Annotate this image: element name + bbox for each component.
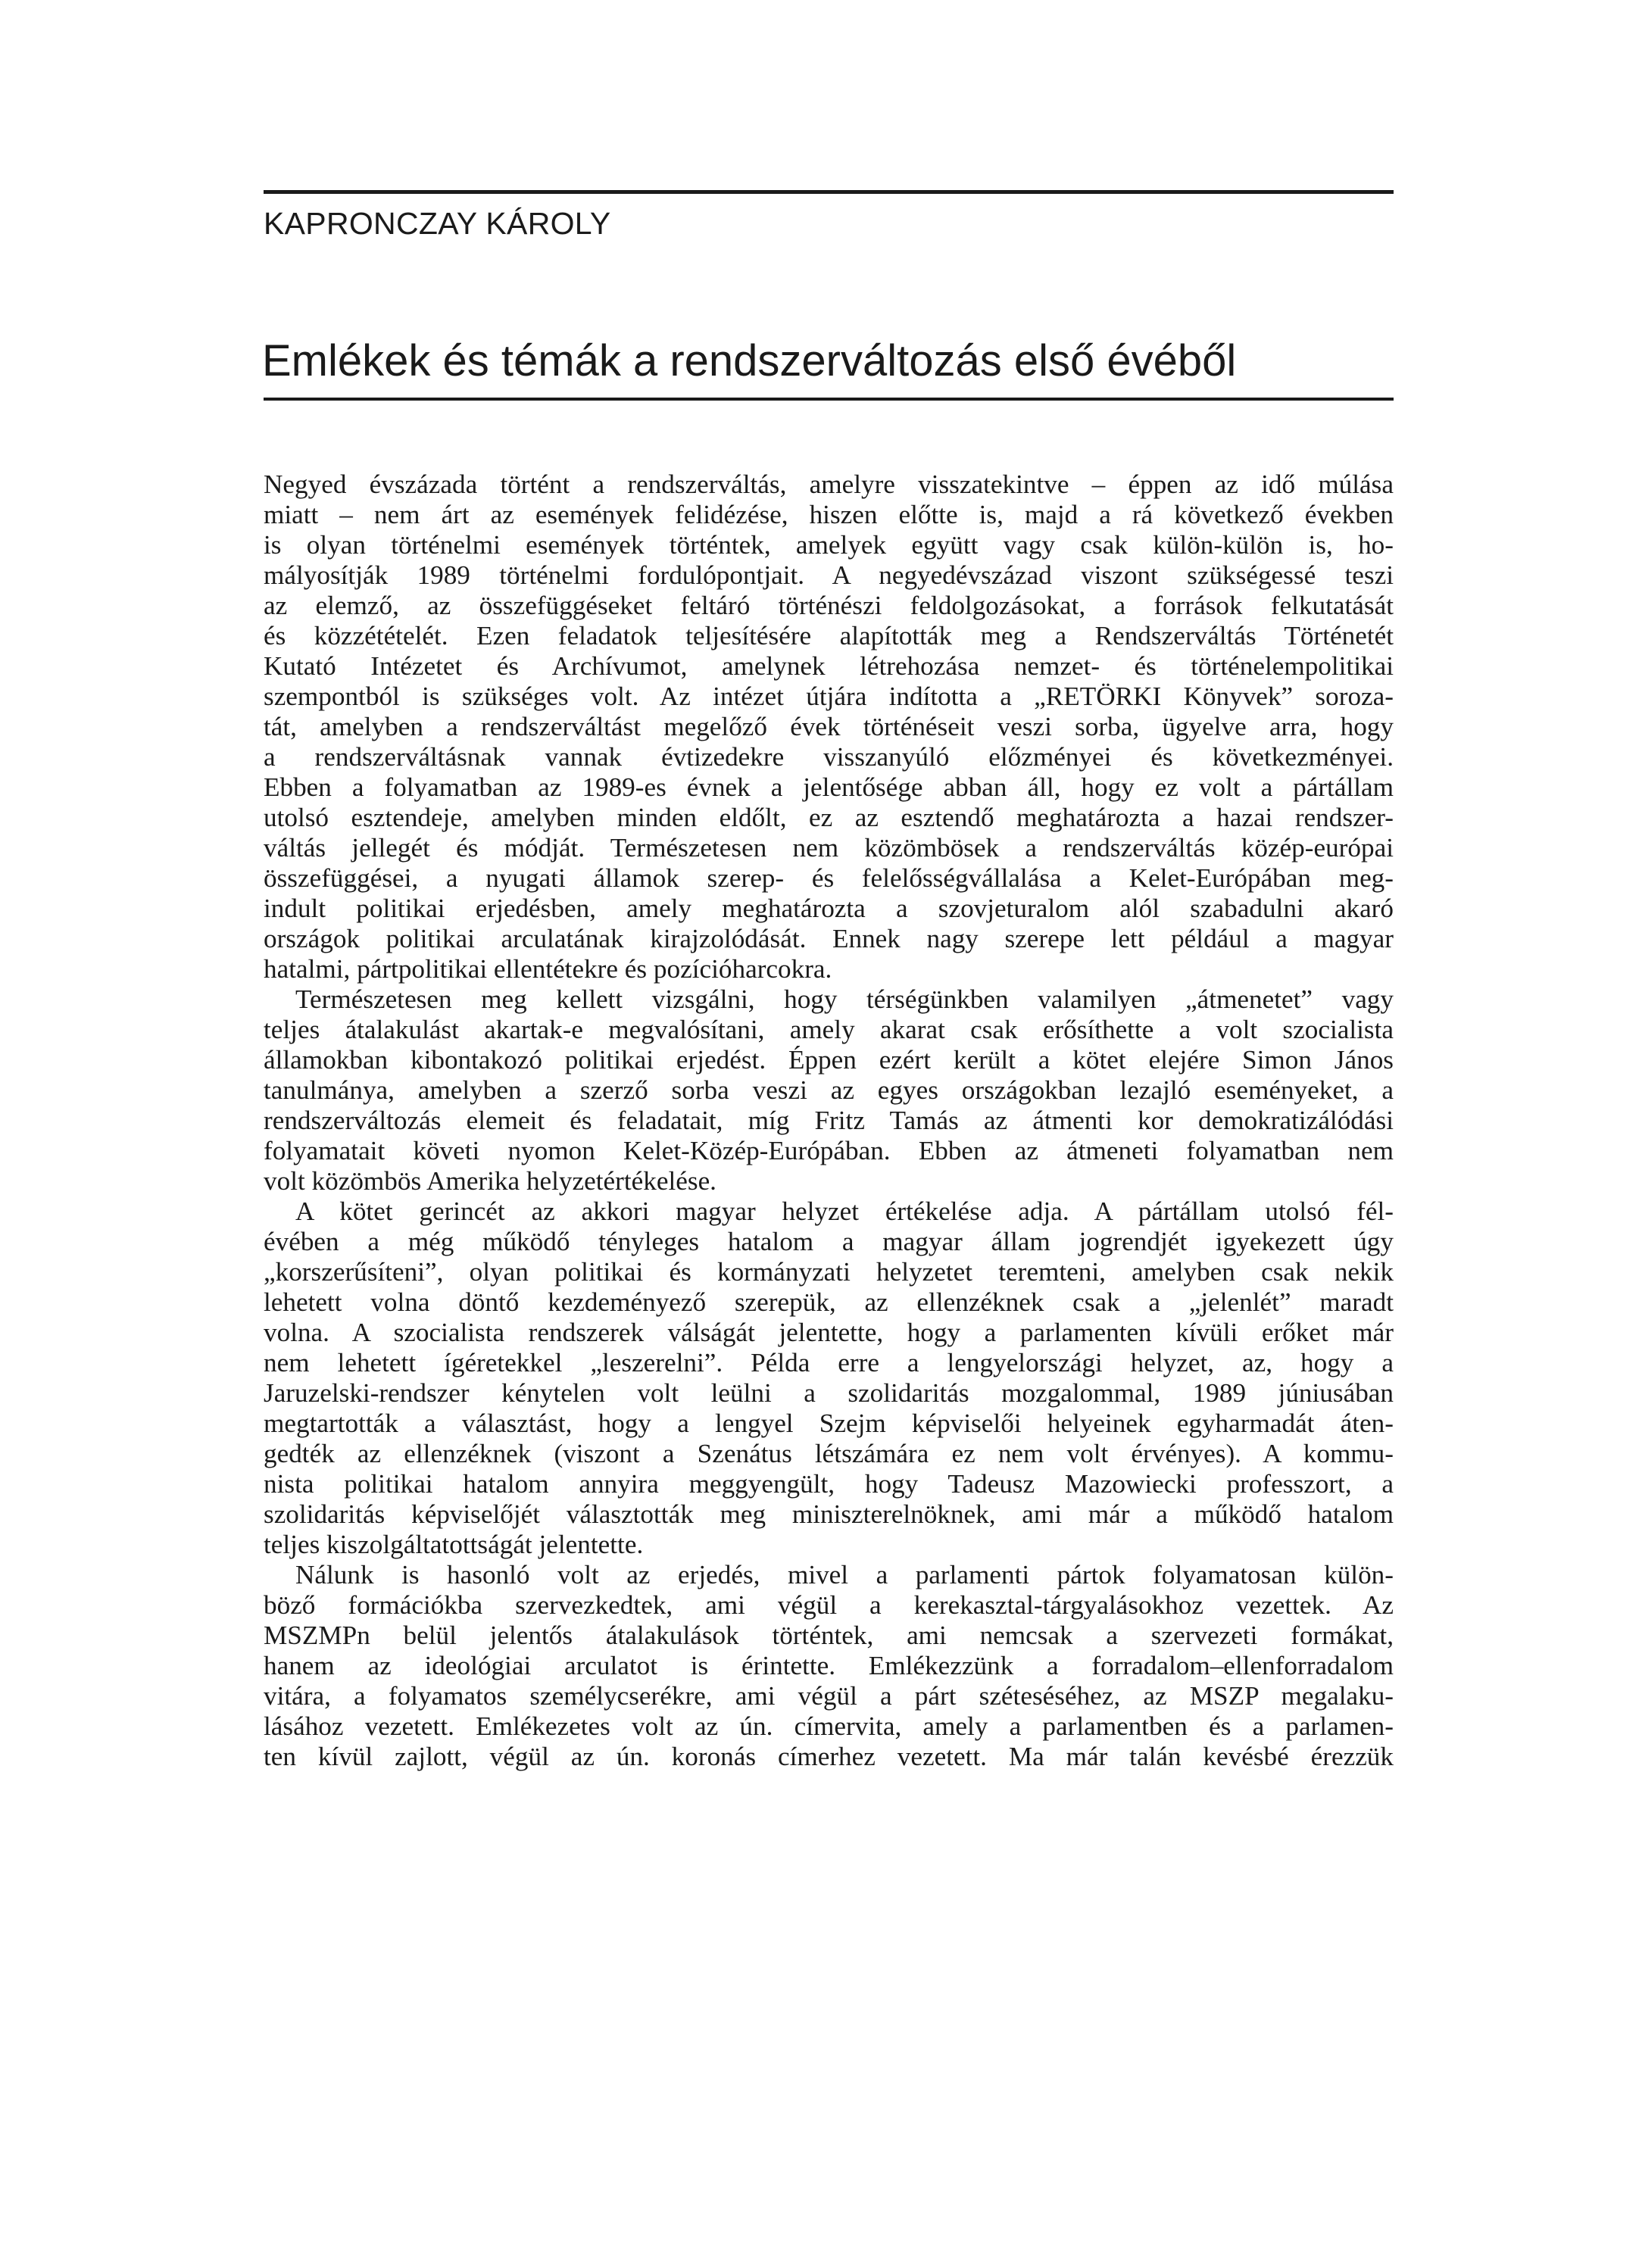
text-line: nista politikai hatalom annyira meggyengült, hogy Tadeusz Mazowiecki professzort, a [264, 1469, 1394, 1499]
text-line: teljes kiszolgáltatottságát jelentette. [264, 1530, 644, 1559]
paragraph-2 [264, 984, 1394, 1196]
header-rule [264, 190, 1394, 194]
text-line: A kötet gerincét az akkori magyar helyzet értékelése adja. A pártállam utolsó fél- [295, 1196, 1394, 1226]
text-line: nem lehetett ígéretekkel „leszerelni”. Példa erre a lengyelországi helyzet, az, hogy a [264, 1348, 1394, 1377]
text-line: böző formációkba szervezkedtek, ami végül a kerekasztal-tárgyalásokhoz vezettek. Az [264, 1590, 1394, 1620]
text-line: volna. A szocialista rendszerek válságát jelentette, hogy a parlamenten kívüli erőket már [264, 1318, 1394, 1347]
text-line: miatt – nem árt az események felidézése, hiszen előtte is, majd a rá következő években [264, 500, 1394, 529]
text-line: folyamatait követi nyomon Kelet-Közép-Európában. Ebben az átmeneti folyamatban nem [264, 1136, 1394, 1165]
text-line: Negyed évszázada történt a rendszerváltás, amelyre visszatekintve – éppen az idő múlása [264, 470, 1394, 499]
text-line: szolidaritás képviselőjét választották meg miniszterelnöknek, ami már a működő hatalom [264, 1499, 1394, 1529]
text-line: szempontból is szükséges volt. Az intézet útjára indította a „RETÖRKI Könyvek” soroza- [264, 682, 1394, 711]
text-line: Kutató Intézetet és Archívumot, amelynek létrehozása nemzet- és történelempolitikai [264, 651, 1394, 681]
text-line: rendszerváltozás elemeit és feladatait, míg Fritz Tamás az átmenti kor demokratizálódási [264, 1106, 1394, 1135]
text-line: teljes átalakulást akartak-e megvalósítani, amely akarat csak erősíthette a volt szocialista [264, 1015, 1394, 1044]
text-line: évében a még működő tényleges hatalom a magyar állam jogrendjét igyekezett úgy [264, 1227, 1394, 1256]
text-line: utolsó esztendeje, amelyben minden eldőlt, ez az esztendő meghatározta a hazai rendszer- [264, 803, 1394, 832]
text-line: és közzétételét. Ezen feladatok teljesítésére alapították meg a Rendszerváltás Történetét [264, 621, 1394, 650]
text-line: vitára, a folyamatos személycserékre, ami végül a párt széteséséhez, az MSZP megalaku- [264, 1681, 1394, 1711]
article-body [264, 470, 1394, 1772]
text-line: az elemző, az összefüggéseket feltáró történészi feldolgozásokat, a források felkutatását [264, 591, 1394, 620]
text-line: ten kívül zajlott, végül az ún. koronás címerhez vezetett. Ma már talán kevésbé érezzük [264, 1742, 1394, 1771]
text-line: államokban kibontakozó politikai erjedést. Éppen ezért került a kötet elejére Simon János [264, 1045, 1394, 1075]
text-line: hanem az ideológiai arculatot is érintette. Emlékezzünk a forradalom–ellenforradalom [264, 1651, 1394, 1680]
title-rule [264, 398, 1394, 401]
text-line: is olyan történelmi események történtek, amelyek együtt vagy csak külön-külön is, ho- [264, 530, 1394, 560]
text-line: lehetett volna döntő kezdeményező szerepük, az ellenzéknek csak a „jelenlét” maradt [264, 1287, 1394, 1317]
text-line: indult politikai erjedésben, amely meghatározta a szovjeturalom alól szabadulni akaró [264, 894, 1394, 923]
text-line: gedték az ellenzéknek (viszont a Szenátus létszámára ez nem volt érvényes). A kommu- [264, 1439, 1394, 1468]
text-line: összefüggései, a nyugati államok szerep- és felelősségvállalása a Kelet-Európában meg- [264, 863, 1394, 893]
text-line: Jaruzelski-rendszer kénytelen volt leülni a szolidaritás mozgalommal, 1989 júniusában [264, 1378, 1394, 1408]
text-line: Ebben a folyamatban az 1989-es évnek a jelentősége abban áll, hogy ez volt a pártállam [264, 772, 1394, 802]
text-line: megtartották a választást, hogy a lengyel Szejm képviselői helyeinek egyharmadát áten- [264, 1409, 1394, 1438]
paragraph-4 [264, 1560, 1394, 1772]
text-line: Természetesen meg kellett vizsgálni, hogy térségünkben valamilyen „átmenetet” vagy [295, 984, 1394, 1014]
author-name: KAPRONCZAY KÁROLY [264, 206, 611, 241]
text-line: Nálunk is hasonló volt az erjedés, mivel a parlamenti pártok folyamatosan külön- [295, 1560, 1394, 1589]
text-line: volt közömbös Amerika helyzetértékelése. [264, 1166, 716, 1196]
text-line: „korszerűsíteni”, olyan politikai és kormányzati helyzetet teremteni, amelyben csak nekik [264, 1257, 1394, 1287]
text-line: váltás jellegét és módját. Természetesen nem közömbösek a rendszerváltás közép-európai [264, 833, 1394, 863]
text-line: tanulmánya, amelyben a szerző sorba veszi az egyes országokban lezajló eseményeket, a [264, 1075, 1394, 1105]
text-line: országok politikai arculatának kirajzolódását. Ennek nagy szerepe lett például a magyar [264, 924, 1394, 953]
text-line: MSZMPn belül jelentős átalakulások történtek, ami nemcsak a szervezeti formákat, [264, 1621, 1394, 1650]
text-line: lásához vezetett. Emlékezetes volt az ún. címervita, amely a parlamentben és a parlamen- [264, 1711, 1394, 1741]
paragraph-1 [264, 470, 1394, 984]
paragraph-3 [264, 1196, 1394, 1560]
text-line: hatalmi, pártpolitikai ellentétekre és pozícióharcokra. [264, 954, 832, 984]
text-line: tát, amelyben a rendszerváltást megelőző évek történéseit veszi sorba, ügyelve arra, hogy [264, 712, 1394, 741]
article-title: Emlékek és témák a rendszerváltozás első évéből [262, 336, 1237, 385]
text-line: a rendszerváltásnak vannak évtizedekre visszanyúló előzményei és következményei. [264, 742, 1394, 772]
text-line: mályosítják 1989 történelmi fordulópontjait. A negyedévszázad viszont szükségessé teszi [264, 560, 1394, 590]
